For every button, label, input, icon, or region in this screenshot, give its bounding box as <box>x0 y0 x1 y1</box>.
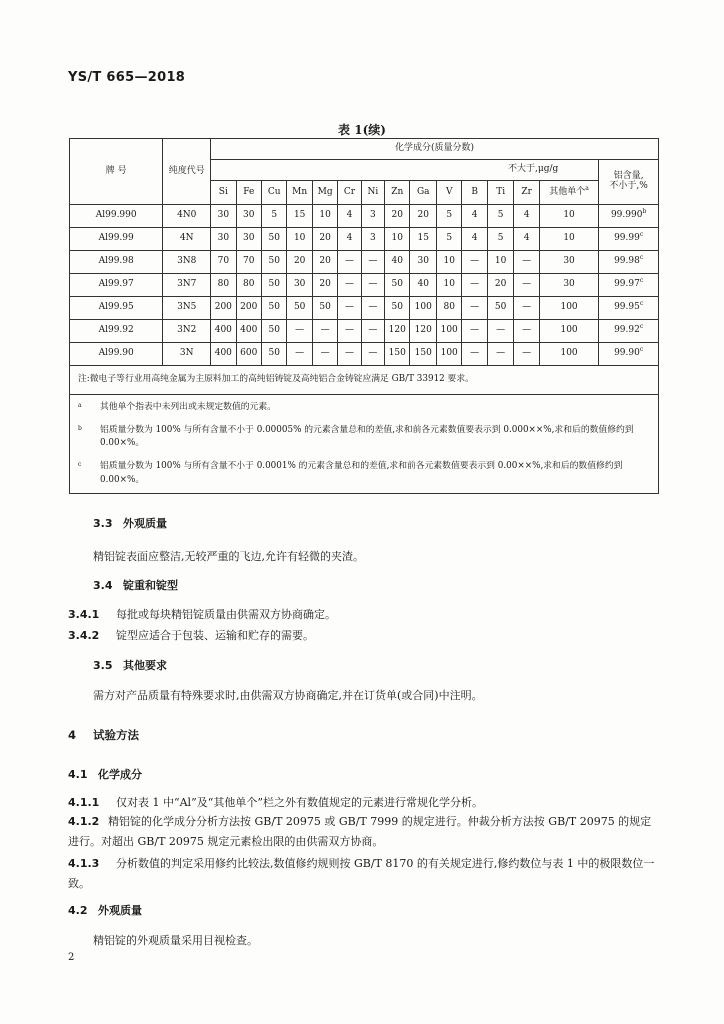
cell-element-value: 4 <box>514 205 539 228</box>
header-purity-code: 纯度代号 <box>163 139 211 205</box>
cell-grade: Al99.90 <box>70 343 163 366</box>
header-other-single-label: 其他单个 <box>549 186 586 197</box>
cell-other-single: 10 <box>539 228 598 251</box>
footnote-text: 铝质量分数为 100% 与所有含量不小于 0.0001% 的元素含量总和的差值,求和前各元素数值要表示到 0.00××%,求和后的数值修约到 0.00×%。 <box>100 460 623 485</box>
cell-element-value: 50 <box>287 297 312 320</box>
cell-element-value: — <box>462 320 487 343</box>
section-3-4-heading <box>93 577 178 593</box>
cell-al-content <box>599 274 659 297</box>
section-3-5-heading <box>93 657 167 673</box>
table-row <box>70 274 659 297</box>
section-3-3-text: 精铝锭表面应整洁,无较严重的飞边,允许有轻微的夹渣。 <box>93 550 364 563</box>
cell-element-value: 20 <box>312 274 337 297</box>
footnote-marker: a <box>585 184 589 192</box>
cell-element-value: 70 <box>211 251 236 274</box>
cell-element-value: 20 <box>287 251 312 274</box>
cell-element-value: 40 <box>410 274 437 297</box>
footnote-marker: c <box>639 323 644 331</box>
cell-element-value: — <box>287 320 312 343</box>
cell-element-value: 4 <box>338 228 361 251</box>
cell-element-value: 40 <box>385 251 410 274</box>
cell-element-value: 3 <box>361 228 384 251</box>
cell-element-value: 20 <box>312 251 337 274</box>
clause-4-1-1 <box>68 793 658 813</box>
table-row <box>70 251 659 274</box>
section-4-2-text: 精铝锭的外观质量采用目视检查。 <box>93 934 258 947</box>
cell-element-value: — <box>487 343 514 366</box>
header-other-single <box>539 181 598 205</box>
section-number: 4.1 <box>68 768 88 781</box>
cell-grade: Al99.97 <box>70 274 163 297</box>
table-row <box>70 228 659 251</box>
cell-other-single: 10 <box>539 205 598 228</box>
cell-element-value: — <box>514 297 539 320</box>
section-4-heading <box>68 727 139 743</box>
cell-element-value: 80 <box>436 297 461 320</box>
header-limit: 不大于,μg/g <box>211 160 599 181</box>
cell-element-value: — <box>514 274 539 297</box>
cell-element-value: 10 <box>436 274 461 297</box>
section-title: 外观质量 <box>123 517 167 530</box>
cell-element-value: 20 <box>385 205 410 228</box>
clause-4-1-3 <box>68 854 658 894</box>
cell-element-value: 30 <box>211 228 236 251</box>
table-row <box>70 297 659 320</box>
cell-element-value: 400 <box>211 343 236 366</box>
cell-element-value: 50 <box>262 251 287 274</box>
section-title: 化学成分 <box>98 768 142 781</box>
section-3-3-heading <box>93 515 167 531</box>
table-footnotes <box>70 395 659 494</box>
cell-element-value: 30 <box>410 251 437 274</box>
cell-element-value: 80 <box>211 274 236 297</box>
cell-element-value: — <box>312 320 337 343</box>
composition-table <box>69 138 659 494</box>
cell-element-value: 120 <box>385 320 410 343</box>
cell-element-value: 400 <box>211 320 236 343</box>
cell-grade: Al99.92 <box>70 320 163 343</box>
section-number: 4.2 <box>68 904 88 917</box>
cell-other-single: 30 <box>539 274 598 297</box>
cell-element-value: 10 <box>312 205 337 228</box>
cell-purity-code: 3N5 <box>163 297 211 320</box>
header-element: Mg <box>312 181 337 205</box>
cell-element-value: 30 <box>236 205 261 228</box>
cell-element-value: 100 <box>436 320 461 343</box>
footnote <box>78 424 650 451</box>
cell-element-value: 10 <box>436 251 461 274</box>
cell-element-value: 10 <box>287 228 312 251</box>
cell-element-value: 30 <box>236 228 261 251</box>
cell-element-value: — <box>361 343 384 366</box>
cell-grade: Al99.98 <box>70 251 163 274</box>
cell-element-value: — <box>338 274 361 297</box>
al-content-value: 99.90 <box>614 348 640 359</box>
cell-al-content <box>599 228 659 251</box>
cell-element-value: 50 <box>262 228 287 251</box>
cell-element-value: 4 <box>338 205 361 228</box>
cell-element-value: 100 <box>436 343 461 366</box>
cell-element-value: — <box>338 320 361 343</box>
al-content-value: 99.98 <box>614 256 640 267</box>
cell-element-value: — <box>287 343 312 366</box>
cell-element-value: — <box>338 343 361 366</box>
cell-element-value: — <box>514 320 539 343</box>
clause-text: 分析数值的判定采用修约比较法,数值修约规则按 GB/T 8170 的有关规定进行,修约数位与表 1 中的极限数位一致。 <box>68 857 655 890</box>
cell-element-value: 4 <box>462 205 487 228</box>
footnote-mark: a <box>78 402 82 409</box>
footnote-marker: c <box>639 231 644 239</box>
cell-element-value: — <box>361 320 384 343</box>
clause-text: 锭型应适合于包装、运输和贮存的需要。 <box>116 629 314 642</box>
cell-element-value: 600 <box>236 343 261 366</box>
footnote <box>78 401 650 415</box>
cell-element-value: — <box>462 297 487 320</box>
cell-other-single: 100 <box>539 297 598 320</box>
section-4-1-heading <box>68 766 142 782</box>
clause-number: 4.1.1 <box>68 796 100 809</box>
header-al-content-line1: 铝含量, <box>613 171 644 182</box>
section-title: 试验方法 <box>93 728 139 742</box>
header-element: B <box>462 181 487 205</box>
cell-element-value: 30 <box>287 274 312 297</box>
table-note: 注:微电子等行业用高纯金属为主原料加工的高纯铝铸锭及高纯铝合金铸锭应满足 GB/T 33912 要求。 <box>70 366 659 395</box>
cell-element-value: — <box>514 343 539 366</box>
cell-element-value: — <box>462 343 487 366</box>
cell-purity-code: 3N <box>163 343 211 366</box>
cell-purity-code: 4N <box>163 228 211 251</box>
cell-element-value: 5 <box>436 205 461 228</box>
clause-number: 4.1.3 <box>68 857 100 870</box>
header-element: Ga <box>410 181 437 205</box>
footnote-mark: b <box>78 424 82 432</box>
cell-al-content <box>599 297 659 320</box>
footnote-marker: c <box>639 300 644 308</box>
cell-element-value: 3 <box>361 205 384 228</box>
clause-4-1-2 <box>68 812 658 852</box>
section-title: 其他要求 <box>123 659 167 672</box>
cell-element-value: 200 <box>236 297 261 320</box>
clause-number: 4.1.2 <box>68 815 100 828</box>
header-chemical-composition: 化学成分(质量分数) <box>211 139 659 160</box>
cell-element-value: 5 <box>487 205 514 228</box>
cell-other-single: 100 <box>539 320 598 343</box>
clause-3-4-2 <box>68 626 658 646</box>
footnote-marker: c <box>639 254 644 262</box>
cell-element-value: — <box>338 251 361 274</box>
clause-number: 3.4.1 <box>68 608 100 621</box>
header-al-content <box>599 160 659 205</box>
footnote-marker: c <box>639 277 644 285</box>
cell-other-single: 100 <box>539 343 598 366</box>
cell-element-value: 20 <box>312 228 337 251</box>
section-number: 3.4 <box>93 579 113 592</box>
header-element: Ni <box>361 181 384 205</box>
cell-element-value: 4 <box>462 228 487 251</box>
section-title: 锭重和锭型 <box>123 579 178 592</box>
cell-element-value: — <box>462 251 487 274</box>
section-number: 3.5 <box>93 659 113 672</box>
section-3-5-text: 需方对产品质量有特殊要求时,由供需双方协商确定,并在订货单(或合同)中注明。 <box>93 689 483 702</box>
footnote-marker: c <box>639 346 644 354</box>
header-element: Zr <box>514 181 539 205</box>
cell-element-value: 150 <box>410 343 437 366</box>
clause-3-4-1 <box>68 605 658 625</box>
cell-element-value: 70 <box>236 251 261 274</box>
cell-element-value: — <box>487 320 514 343</box>
header-element: Fe <box>236 181 261 205</box>
cell-element-value: 50 <box>385 274 410 297</box>
cell-purity-code: 4N0 <box>163 205 211 228</box>
al-content-value: 99.99 <box>614 233 640 244</box>
footnote-text: 其他单个指表中未列出或未规定数值的元素。 <box>100 402 276 412</box>
section-number: 4 <box>68 728 77 742</box>
cell-purity-code: 3N2 <box>163 320 211 343</box>
cell-element-value: 50 <box>262 297 287 320</box>
cell-element-value: 50 <box>262 343 287 366</box>
footnote <box>78 460 650 487</box>
cell-grade: Al99.990 <box>70 205 163 228</box>
table-row <box>70 343 659 366</box>
cell-element-value: 4 <box>514 228 539 251</box>
cell-purity-code: 3N7 <box>163 274 211 297</box>
cell-element-value: 150 <box>385 343 410 366</box>
cell-al-content <box>599 320 659 343</box>
section-4-2-heading <box>68 902 142 918</box>
section-number: 3.3 <box>93 517 113 530</box>
cell-element-value: 50 <box>262 274 287 297</box>
table-row <box>70 320 659 343</box>
cell-element-value: — <box>361 274 384 297</box>
header-al-content-line2: 不小于,% <box>609 181 648 191</box>
cell-grade: Al99.95 <box>70 297 163 320</box>
cell-element-value: 50 <box>262 320 287 343</box>
table-caption: 表 1(续) <box>338 123 386 137</box>
cell-element-value: 20 <box>410 205 437 228</box>
cell-element-value: 50 <box>312 297 337 320</box>
cell-element-value: — <box>361 297 384 320</box>
cell-element-value: — <box>462 274 487 297</box>
page-number: 2 <box>68 952 75 963</box>
cell-element-value: 50 <box>385 297 410 320</box>
clause-text: 精铝锭的化学成分分析方法按 GB/T 20975 或 GB/T 7999 的规定进行。仲裁分析方法按 GB/T 20975 的规定进行。对超出 GB/T 20975 规定元素检出限的由供需双方协商。 <box>68 815 652 848</box>
header-element: Mn <box>287 181 312 205</box>
clause-text: 仅对表 1 中“Al”及“其他单个”栏之外有数值规定的元素进行常规化学分析。 <box>116 796 483 809</box>
cell-element-value: 30 <box>211 205 236 228</box>
cell-element-value: 5 <box>436 228 461 251</box>
footnote-marker: b <box>642 208 647 216</box>
cell-purity-code: 3N8 <box>163 251 211 274</box>
header-element: Zn <box>385 181 410 205</box>
cell-element-value: 50 <box>487 297 514 320</box>
cell-al-content <box>599 343 659 366</box>
cell-grade: Al99.99 <box>70 228 163 251</box>
cell-element-value: 120 <box>410 320 437 343</box>
al-content-value: 99.95 <box>614 302 640 313</box>
table-row <box>70 205 659 228</box>
cell-al-content <box>599 251 659 274</box>
cell-al-content <box>599 205 659 228</box>
cell-element-value: 200 <box>211 297 236 320</box>
cell-element-value: 10 <box>385 228 410 251</box>
cell-element-value: 15 <box>410 228 437 251</box>
al-content-value: 99.990 <box>610 210 643 221</box>
cell-element-value: — <box>514 251 539 274</box>
footnote-text: 铝质量分数为 100% 与所有含量不小于 0.00005% 的元素含量总和的差值,求和前各元素数值要表示到 0.000××%,求和后的数值修约到 0.00×%。 <box>100 424 634 449</box>
header-grade: 牌 号 <box>70 139 163 205</box>
cell-element-value: 100 <box>410 297 437 320</box>
cell-element-value: — <box>312 343 337 366</box>
al-content-value: 99.92 <box>614 325 640 336</box>
footnote-mark: c <box>78 460 82 468</box>
clause-text: 每批或每块精铝锭质量由供需双方协商确定。 <box>116 608 336 621</box>
section-title: 外观质量 <box>98 904 142 917</box>
header-element: Si <box>211 181 236 205</box>
header-element: Cr <box>338 181 361 205</box>
cell-element-value: 10 <box>487 251 514 274</box>
header-element: V <box>436 181 461 205</box>
cell-element-value: 20 <box>487 274 514 297</box>
cell-element-value: — <box>361 251 384 274</box>
cell-element-value: 80 <box>236 274 261 297</box>
al-content-value: 99.97 <box>614 279 640 290</box>
header-element: Ti <box>487 181 514 205</box>
clause-number: 3.4.2 <box>68 629 100 642</box>
cell-element-value: — <box>338 297 361 320</box>
cell-other-single: 30 <box>539 251 598 274</box>
cell-element-value: 5 <box>262 205 287 228</box>
cell-element-value: 400 <box>236 320 261 343</box>
cell-element-value: 15 <box>287 205 312 228</box>
header-element: Cu <box>262 181 287 205</box>
document-code: YS/T 665—2018 <box>68 70 186 85</box>
cell-element-value: 5 <box>487 228 514 251</box>
